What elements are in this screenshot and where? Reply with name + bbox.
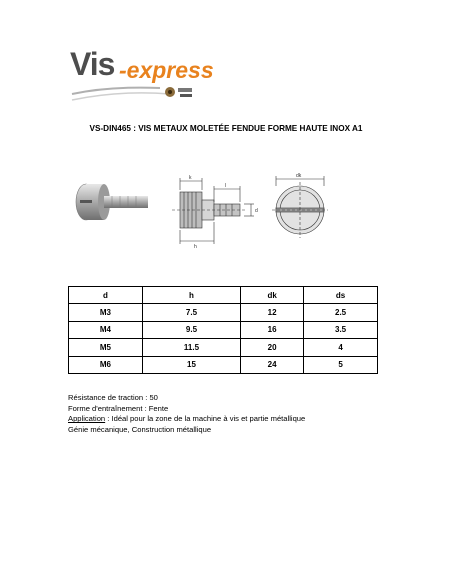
table-row <box>69 321 378 338</box>
table-cell: M3 <box>69 304 143 321</box>
dim-label-h: h <box>194 244 197 250</box>
table-cell: 20 <box>241 339 304 356</box>
side-view-drawing <box>172 178 254 244</box>
table-cell: 9.5 <box>142 321 240 338</box>
table-cell: 4 <box>304 339 378 356</box>
dim-label-d: d <box>255 208 258 214</box>
table-cell: M4 <box>69 321 143 338</box>
end-view-drawing <box>272 176 328 238</box>
table-cell: 24 <box>241 356 304 373</box>
note-tensile-strength: Résistance de traction : 50 <box>68 393 158 402</box>
table-header-cell: dk <box>241 287 304 304</box>
table-cell: M6 <box>69 356 143 373</box>
dim-label-dk: dk <box>296 173 302 179</box>
table-row <box>69 339 378 356</box>
table-header-cell: h <box>142 287 240 304</box>
screw-icon <box>178 88 192 92</box>
table-cell: 15 <box>142 356 240 373</box>
logo-text-express: -express <box>119 57 214 83</box>
note-application-text: : Idéal pour la zone de la machine à vis et partie métallique <box>105 414 306 424</box>
table-cell: 5 <box>304 356 378 373</box>
table-cell: M5 <box>69 339 143 356</box>
table-cell: 16 <box>241 321 304 338</box>
screw-photo <box>76 184 148 220</box>
technical-drawings <box>68 170 368 250</box>
note-fields: Génie mécanique, Construction métallique <box>68 424 212 434</box>
table-cell: 2.5 <box>304 304 378 321</box>
dim-label-l: l <box>225 183 227 189</box>
brand-logo <box>70 46 220 104</box>
note-drive-type: Forme d'entraînement : Fente <box>68 403 169 413</box>
note-application-label: Application <box>68 414 106 424</box>
logo-swoosh-graphic <box>70 80 220 104</box>
table-row <box>69 304 378 321</box>
table-header-row <box>69 287 378 304</box>
table-header-cell: ds <box>304 287 378 304</box>
table-cell: 11.5 <box>142 339 240 356</box>
table-cell: 3.5 <box>304 321 378 338</box>
table-cell: 7.5 <box>142 304 240 321</box>
dim-label-k: k <box>189 175 192 181</box>
note-application <box>68 414 305 425</box>
logo-text-vis: Vis <box>70 46 115 82</box>
table-row <box>69 356 378 373</box>
table-cell: 12 <box>241 304 304 321</box>
spec-table <box>68 286 378 374</box>
product-notes <box>68 393 305 435</box>
table-header-cell: d <box>69 287 143 304</box>
page-title: VS-DIN465 : VIS METAUX MOLETÉE FENDUE FORME HAUTE INOX A1 <box>89 124 363 133</box>
